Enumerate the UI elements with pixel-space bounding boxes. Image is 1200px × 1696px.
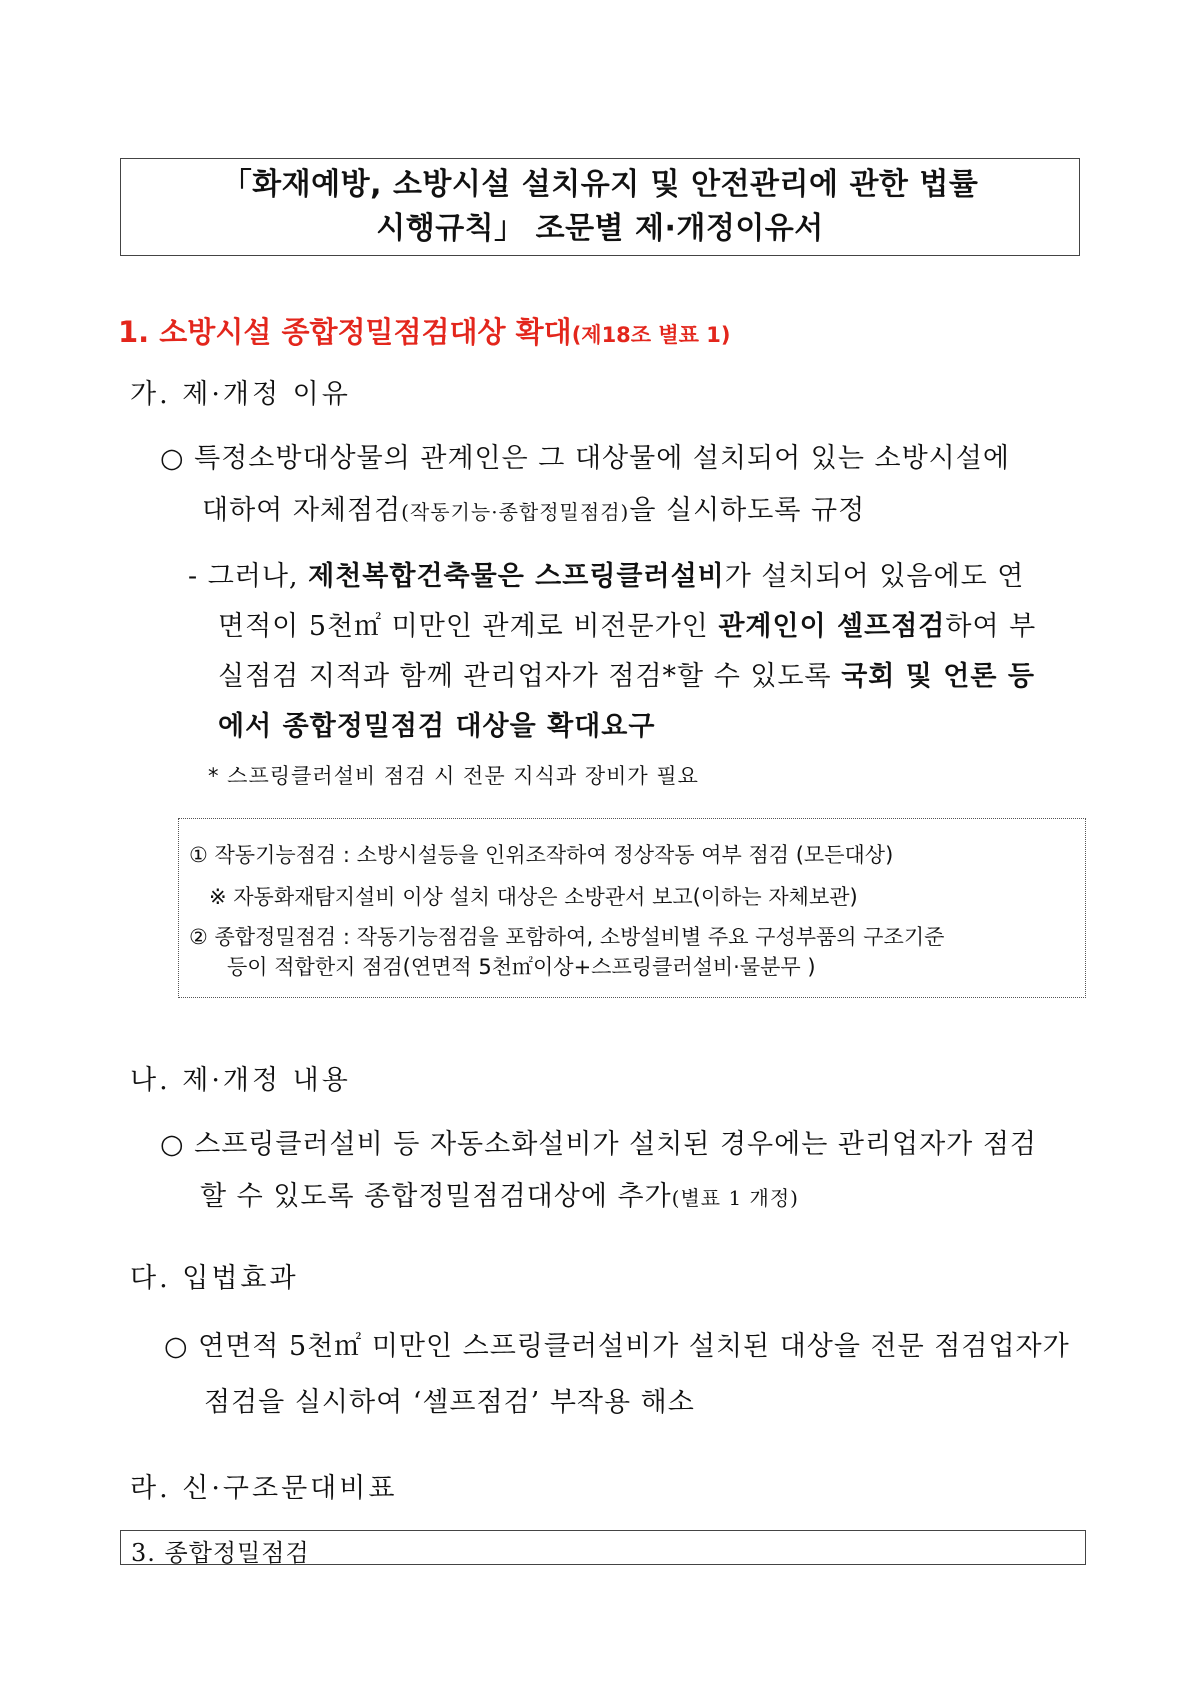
ga-p1-text-b: 을 실시하도록 규정: [629, 495, 866, 526]
inspection-definitions-box: [178, 818, 1086, 998]
ga-p2-bold-3: 국회 및 언론 등: [841, 661, 1035, 692]
section-1-heading: [118, 310, 730, 351]
document-title-box: [120, 158, 1080, 256]
da-line-1: ○ 연면적 5천㎡ 미만인 스프링클러설비가 설치된 대상을 전문 점검업자가: [164, 1331, 1070, 1362]
ga-paragraph-2-line-1: [188, 554, 1024, 593]
ga-paragraph-2-line-4: [218, 704, 655, 743]
ga-p2-bold-1: 제천복합건축물은 스프링클러설비: [308, 561, 725, 592]
definition-item-1-note: ※ 자동화재탐지설비 이상 설치 대상은 소방관서 보고(이하는 자체보관): [209, 885, 858, 909]
definition-item-1: ① 작동기능점검 : 소방시설등을 인위조작하여 정상작동 여부 점검 (모든대상): [189, 843, 894, 867]
ga-p2-bold-2: 관계인이 셀프점검: [718, 611, 946, 642]
subsection-ra-heading: 라. 신·구조문대비표: [130, 1473, 398, 1504]
ga-paragraph-1-line-1: ○ 특정소방대상물의 관계인은 그 대상물에 설치되어 있는 소방시설에: [160, 443, 1010, 474]
comparison-table-row: [120, 1530, 1086, 1565]
na-line-1: ○ 스프링클러설비 등 자동소화설비가 설치된 경우에는 관리업자가 점검: [160, 1129, 1038, 1160]
na-line2-text: 할 수 있도록 종합정밀점검대상에 추가: [200, 1181, 672, 1212]
subsection-na-heading: 나. 제·개정 내용: [130, 1065, 351, 1096]
document-title-line-1: 「화재예방, 소방시설 설치유지 및 안전관리에 관한 법률: [221, 167, 979, 202]
subsection-ga-heading: 가. 제·개정 이유: [130, 379, 351, 410]
section-1-reference: (제18조 별표 1): [571, 323, 731, 347]
ga-p2-bold-4: 에서 종합정밀점검 대상을 확대요구: [218, 711, 656, 742]
ga-p2-line2-b: 하여 부: [945, 611, 1037, 642]
na-line2-parenthetical: (별표 1 개정): [671, 1186, 799, 1210]
ga-p2-line3-a: 실점검 지적과 함께 관리업자가 점검*할 수 있도록: [218, 661, 842, 692]
na-line-2: [200, 1174, 799, 1213]
ga-paragraph-2-line-3: [218, 654, 1035, 693]
comparison-table-cell: 3. 종합정밀점검: [131, 1539, 310, 1567]
ga-p2-line2-a: 면적이 5천㎡ 미만인 관계로 비전문가인: [218, 611, 719, 642]
definition-item-2-line-2: 등이 적합한지 점검(연면적 5천㎡이상+스프링클러설비·물분무 ): [227, 955, 816, 979]
definition-item-2-line-1: ② 종합정밀점검 : 작동기능점검을 포함하여, 소방설비별 주요 구성부품의 구조기준: [189, 925, 945, 949]
ga-p1-parenthetical: (작동기능·종합정밀점검): [401, 500, 630, 524]
ga-footnote: * 스프링클러설비 점검 시 전문 지식과 장비가 필요: [208, 764, 699, 788]
ga-p1-text-a: 대하여 자체점검: [202, 495, 402, 526]
ga-p2-dash: - 그러나,: [188, 561, 309, 592]
ga-p2-line1-rest: 가 설치되어 있음에도 연: [724, 561, 1025, 592]
subsection-da-heading: 다. 입법효과: [130, 1263, 299, 1294]
document-title-line-2: 시행규칙」 조문별 제·개정이유서: [376, 211, 824, 246]
section-1-title: 1. 소방시설 종합정밀점검대상 확대: [118, 315, 572, 349]
ga-paragraph-1-line-2: [202, 488, 865, 527]
da-line-2: 점검을 실시하여 ‘셀프점검’ 부작용 해소: [204, 1387, 695, 1418]
ga-paragraph-2-line-2: [218, 604, 1036, 643]
